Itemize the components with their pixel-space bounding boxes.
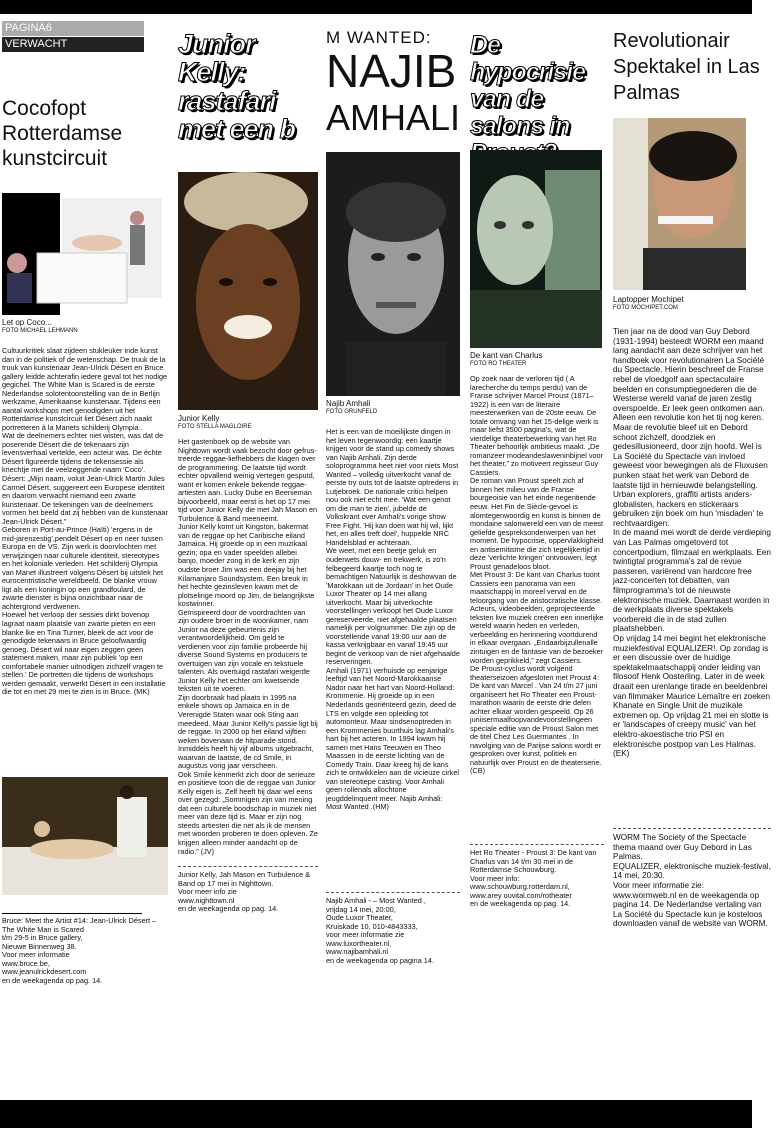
paragraph: Op vrijdag 14 mei begint het elektronische muziekfestival EQUALIZER!. Op zondag is er een discussie over de huidige spektakelmaatschappij onder leiding van filosoof Henk Oosterling. Later in de week draait een urenlange tirade en beeldenbrei van filmmaker Maurice Lemaître en zoeken Khanate en Single Unit de muzikale extremen op. Op vrijdag 21 mei en slotte is er 'landscapes of creepy music' van het elektro-akoestische trio PSI en elektronische postpop van Les Halmas. (EK) bbox=[613, 634, 770, 759]
photo-caption: Junior Kelly bbox=[178, 414, 220, 423]
bottom-bar bbox=[0, 1100, 752, 1128]
article-title: NAJIB bbox=[326, 45, 457, 97]
info-link[interactable]: www.arey ouvital.com/rotheater bbox=[470, 890, 572, 900]
info-line: Voor meer info zie bbox=[178, 887, 237, 897]
info-link[interactable]: www.najibamhali.nl bbox=[326, 947, 389, 957]
paragraph: In de maand mei wordt de derde verdieping van Las Palmas omgetoverd tot concertpodium, filmzaal en werkplaats. Een twintigtal programma's zal de revue passeren, variërend van hardcore free jazz-concerten tot debatten, van filmprogramma's tot de nieuwste elektronische muziek. Daarnaast worden in de werkplaats diverse spektakels voorbereid die in de stad zullen plaatshebben. bbox=[613, 528, 771, 634]
junior-kelly-photo bbox=[178, 172, 318, 410]
article-title: De hypocrisie van de salons in bbox=[470, 31, 586, 140]
info-line: Het Ro Theater - Proust 3: De kant van Charlus van 14 t/m 30 mei in de Rotterdamse Schouwburg. bbox=[470, 848, 597, 875]
paragraph: Geboren in Port-au-Prince (Haïti) 'ergens in de mid-jarenzestig',pendelt Désert op en neer tussen Europa en de VS. Zijn werk is doorvlochten met verwijzingen naar culturele identiteit, stereotypes en het koloniale verleden. Het schilderij Olympia van Manet illustreert volgens Désert bij uitstek het eurocentristische wereldbeeld. De blanke vrouw ligt als een koningin op een grandfoulard, de zwarte dienster is bijna onzichtbaar naar de achtergrond verdwenen. bbox=[2, 525, 164, 611]
paragraph: De Proust-cyclus wordt volgend theaterseizoen afgesloten met Proust 4: De kant van Marcel . Van 24 t/m 27 juni organiseert het Ro Theater een Proust-marathon waarin de eerste drie delen achter elkaar worden gespeeld. Op 26 juniisermaalfoopvandevoorstellingeen speciale editie van de Proust Salon met de titel Chez Les Guermantes . In navolging van de Parijse salons wordt er gesproken over kunst, politiek en natuurlijk over Proust en de theaterserie. (CB) bbox=[470, 664, 602, 776]
info-link[interactable]: www.schouwburg.rotterdam.nl, bbox=[470, 882, 570, 892]
info-block bbox=[470, 840, 604, 909]
info-line: en de weekagenda op pagina 14. bbox=[326, 955, 434, 965]
info-line: t/m 29-5 in Bruce gallery, bbox=[2, 933, 83, 943]
info-line: Kruiskade 10, 010-4843333, bbox=[326, 921, 418, 931]
paragraph: Tien jaar na de dood van Guy Debord (1931-1994) besteedt WORM een maand lang aandacht aan deze schrijver van het handboek voor revolutionairen La Société du Spectacle. Hierin beschreef de Franse rebel de vloedgolf aan spectaculaire beelden en consumptiegoederen die de Westerse wereld vanaf de jaren zestig overspoelde. Er leek geen ontkomen aan. Alleen een revolutie kon het tij nog keren. bbox=[613, 327, 765, 423]
info-line: Oude Luxor Theater, bbox=[326, 913, 393, 923]
photo-caption: Laptopper Mochipet bbox=[613, 295, 684, 304]
najib-amhali-photo bbox=[326, 152, 460, 396]
top-bar bbox=[0, 0, 752, 14]
info-link[interactable]: www.nighttown.nl bbox=[178, 895, 235, 905]
info-line: Najib Amhali - – Most Wanted , bbox=[326, 896, 426, 905]
article-title: Cocofopt Rotterdamse kunstcircuit bbox=[2, 97, 123, 171]
article-title-2: AMHALI bbox=[326, 97, 461, 138]
info-line: en de weekagenda op pag. 14. bbox=[178, 904, 279, 914]
photo-caption: Let op Coco... bbox=[2, 318, 52, 327]
info-block bbox=[178, 862, 318, 914]
performance-photo bbox=[2, 193, 168, 315]
paragraph: Hoewel het verloop der sessies dirkt bovenop lagraat naam plaatsle van zwarte pieten en een blanke lke en Tina Turner, bleek de act voor de genodigde tekenaars in Bruce geloofwaardig genoeg. Désert wil naar eigen zeggen geen statement maken, maar zijn publiek 'op een comfortabele manier uitnodigen zichzelf vragen te stellen.' De portretten die tijdens de workshops werden gemaakt, verwerkt Désert in een installatie die tot en met 29 mei te zien is in Bruce. (MK) bbox=[2, 610, 166, 697]
paragraph: Cultuurkritiek slaat zijdeen stukleuker inde kunst dan in de politiek of de wetenschap. De truuk de la truuk van kunstenaar Jean-Ulrick Désert en Bruce gallery leidde achterafin iedere geval tot het nodige gegichel. The White Man is Scared is de eerste Nederlandse solotentoonstelling van de in Berlijn werkzame, Amerikaanse kunstenaar. Tijdens een aantal workshops met genodigden uit het Rotterdamse kunstcircuit liet Désert zich naakt portretteren à la Manets schilderij Olympia . bbox=[2, 346, 168, 432]
info-line: Voor meer informatie zie: bbox=[613, 880, 705, 890]
article-title: Junior Kelly: rastafari met een b bbox=[178, 29, 296, 145]
paragraph: Geïnspireerd door de voordrachten van zijn oudere broer in de woonkamer, nam Junior na deze gebeurtenis zijn verantwoordelijkheid. Om geld te verdienen voor zijn familie probeerde hij diverse Sound Systems en producers te overtuigen van zijn vocale en tekstuele talenten. Als overtuigd rastafari weigerde Junior Kelly het echter om kwetsende teksten uit te voeren. bbox=[178, 607, 310, 694]
info-block bbox=[2, 910, 168, 985]
paragraph: Het is een van de moeilijkste dingen in het leven tegenwoordig: een kaartje krijgen voor de stand up comedy shows van Najib Amhali. Zijn derde soloprogramma heet niet voor niets Most Wanted – volledig uitverkocht vanaf de eerste try outs tot de laatste optredens in Lutjebroek. De nationale critici helpen nou ook niet echt mee. 'Wat een genot om die man te zien', jubelde de Volkskrant over Amhali's vorige show Free Fight. 'Hij kan doen wat hij wil, lijkt het, en alles treft doel', huppelde NRC Handelsblad er achteraan. bbox=[326, 427, 459, 547]
article-title: Revolutionair Spektakel in Las Palmas bbox=[613, 30, 760, 104]
section-label: VERWACHT bbox=[2, 37, 144, 52]
photo-credit: FOTO STELLA MAGLOIRE bbox=[178, 424, 252, 430]
paragraph: Ook Smile kenmerkt zich door de serieuze en positieve toon die de reggae van Junior Kelly eigen is. Zelf heeft hij daar wel eens over gezegd: „Sommigen zijn van mening dat een culturele boodschap in muziek niet meer van deze tijd is. Maar er zijn nog steeds artiesten die net als ik de mensen met woorden proberen te doen opleven. Ze krijgen alleen minder aandacht op de radio.” (JV) bbox=[178, 769, 318, 856]
proust-theater-photo bbox=[470, 150, 602, 348]
paragraph: De roman van Proust speelt zich af binnen het milieu van de Franse bourgeoisie van het einde negentiende eeuw. Het Fin de Siècle-gevoel is alomtegenwoordig en kunst is binnen de mondaine salonwereld een van de meest geliefde gespreksonderwerpen van het moment. De hypocrisie, oppervlakkigheid en antisemitisme die zich tegelijkertijd in deze 'verlichte kringen' ontvouwen, legt Proust genadeloos bloot. bbox=[470, 476, 604, 571]
paragraph: We weet, met een beetje geluk en ouderwets douw- en trekwerk, is zo'n felbegeerd kaartje toch nog te bemachtigen Natuurlijk is deshowvan de 'Marokkaan uit de Jordaan' in het Oude Luxor Theater op 14 mei allang uitverkocht. Maar bij uitverkochte voorstellingen verkoopt het Oude Luxor gereserveerde, niet afgehaalde plaatsen namelijk per volgnummer. Die zijn op de voorstellende vanaf 19:00 uur aan de kassa verkrijgbaar en vanaf 19:45 uur begint de verkoop van de niet afgehaalde reserveringen. bbox=[326, 546, 460, 667]
mochipet-photo bbox=[613, 118, 746, 290]
page-number: PAGINA6 bbox=[2, 21, 144, 36]
info-link[interactable]: www.jeanulrickdesert.com bbox=[2, 967, 87, 977]
photo-credit: FOTO GRUNFELD bbox=[326, 409, 378, 415]
info-line: EQUALIZER, elektronische muziek-festival, 14 mei, 20:30. bbox=[613, 861, 771, 881]
photo-caption: De kant van Charlus bbox=[470, 351, 543, 360]
article-body bbox=[470, 375, 604, 776]
info-block bbox=[613, 824, 771, 929]
paragraph: Met Proust 3: De kant van Charlus toont Cassiers een panorama van een maatschappij in moreel verval en de teloorgang van de aristocratische klasse. Acteurs, videobeelden, geprojecteerde teksten live muziek creëren een innerlijke wereld waarin heden en verleden, verbeelding en herinnering voortdurend in elkaar overgaan. „Endaarbijzullenalle zintuigen en de fantasie van de bezoeker worden geprikkeld,” zegt Cassiers. bbox=[470, 570, 604, 665]
article-body bbox=[613, 327, 771, 759]
paragraph: Het gastenboek op de website van Nighttown wordt vaak bezocht door gefrustreerde reggae-liefhebbers die klagen over de programmering. De laatste tijd wordt echter opvallend weinig vertegen gesputd, want er komen enkele bekende reggae-artiesten aan. Lucky Dube en Beenieman bijvoorbeeld, maar eerst is het op 17 mei tijd voor Junior Kelly die met Jah Mason en Turbulence & Band meeneemt. bbox=[178, 437, 318, 523]
info-line: thema maand over Guy Debord in Las Palmas. bbox=[613, 842, 752, 862]
photo-caption: Najib Amhali bbox=[326, 399, 371, 408]
paragraph: Zijn doorbraak had plaats in 1995 na enkele shows op Jamaica en in de Verenigde Staten waar ook Sting aan meedeed. Maar Junior Kelly's passie ligt bij de reggae. In 2000 op het eiland vijftien weken bovenaan de hitparade stond. Inmiddels heeft hij vijf albums uitgebracht, waarvan de laatste, de cd Smile, in augustus vorig jaar verscheen. bbox=[178, 692, 318, 771]
info-line: vrijdag 14 mei, 20:00, bbox=[326, 904, 396, 914]
info-line: Nieuwe Binnenweg 38. bbox=[2, 941, 77, 951]
info-link[interactable]: www.luxortheater.nl, bbox=[326, 938, 392, 948]
info-line: voor meer informatie zie bbox=[326, 930, 405, 940]
info-link[interactable]: www.bruce.be, bbox=[2, 958, 50, 968]
article-kicker: M WANTED: bbox=[326, 28, 432, 47]
info-line: Voor meer info: bbox=[470, 873, 520, 883]
paragraph: Op zoek naar de verloren tijd ( A larecherche du temps perdu) van de Franse schrijver Marcel Proust (1871–1922) is een van de literaire meesterwerken van de 20ste eeuw. De totale omvang van het 15-delige werk is maar liefst 3500 pagina's, wat de vierdelige theaterbewerking van het Ro Theater behoorlijk ambitieus maakt. „De romanzeer modeandeslaweninbijnel voor het theater,” zo motiveert regisseur Guy Cassiers. bbox=[470, 374, 604, 477]
photo-credit: FOTO MOCHIPET.COM bbox=[613, 305, 678, 311]
paragraph: Junior Kelly komt uit Kingston, bakermat van de reggae op het Caribische eiland Jamaica. Hij groeide op in een muzikaal gezin; opa en vader speelden allebei banjo, moeder zong in de kerk en zijn oudste broer Jim was een deejay bij het Kilamanjaro Soundsystem. Een breuk in het hechte gezinsleven kwam met de plotselinge moord op Jim, de belangrijkste kostwinner. bbox=[178, 522, 315, 609]
article-body bbox=[178, 438, 318, 856]
info-line: Bruce: Meet the Artist #14: Jean-Ulrick Désert – The White Man is Scared bbox=[2, 916, 157, 934]
paragraph: Amhali (1971) verhuisde op eenjarige leeftijd van het Noord-Marokkaanse Nador naar het hart van Noord-Holland: Krommenie. Hij groeide op in een Nederlands georiënteerd gezin, deed de LTS en volgde een opleiding tot automonteur. Maar sindsenoptreden in een Krommenies buurthuis lag Amhali's hart bij het acteren. In 1994 kwam hij samen met Hans Teeuwen en Theo Maassen in de eerste lichting van de Comedy Train. Daar kreeg hij de kans zich te ontwikkelen aan de vicieuze cirkel van stereotiepe casting. Voor Amhali geen rollenals allochtone jeugddelinquent meer. Najib Amhali: Most Wanted .(HM) bbox=[326, 665, 460, 812]
info-line: en de weekagenda op pag. 14. bbox=[2, 975, 103, 985]
info-line: Junior Kelly, Jah Mason en Turbulence & Band op 17 mei in Nighttown. bbox=[178, 870, 311, 888]
paragraph: Maar de revolutie bleef uit en Debord schoot zichzelf, doodziek en gedesillusioneerd, door zijn hoofd. Wel is La Société du Spectacle van invloed geweest voor bewegingen als de Fluxusen punken staat het werk van Debord de laatste tijd in hernieuwde belangstelling. Urban explorers, graffiti artists anders-globalisten, hackers en stickeraars gebruiken zijn boek om hun 'misdaden' te rechtvaardigen. bbox=[613, 422, 768, 528]
info-block bbox=[326, 888, 460, 965]
info-line: Voor meer informatie bbox=[2, 950, 70, 960]
photo-credit: FOTO MICHAEL LEHMANN bbox=[2, 328, 78, 334]
info-line: www.wormweb.nl en de weekagenda op pagina 14. De Nederlandse vertaling van La Société du Spectacle kun je kosteloos downloaden vanaf de website van WORM. bbox=[613, 890, 768, 929]
info-line: WORM The Society of the Spectacle bbox=[613, 833, 747, 842]
paragraph: Wat de deelnemers echter niet wisten, was dat de poserende Désert die de tekenaars zijn levensverhaal vertelde, een acteur was. De échte Désert figureerde tijdens de tekensessie als knechtje met de veelzeggende naam 'Coco'. Désert: „Mijn naam, voluit Jean-Ulrick Martin Jules Carmel Désert, suggereert een Europese identiteit en daarom verwacht niemand een zwarte kunstenaar. De tekeningen van de deelnemers vormen het beeld dat zij hebben van de kunstenaar Jean-Ulrick Désert.” bbox=[2, 431, 168, 526]
article-body bbox=[326, 428, 460, 812]
article-body bbox=[2, 347, 168, 697]
photo-credit: FOTO RO THEATER bbox=[470, 361, 527, 367]
info-line: en de weekagenda op pag. 14. bbox=[470, 899, 571, 909]
olympia-photo bbox=[2, 777, 168, 895]
